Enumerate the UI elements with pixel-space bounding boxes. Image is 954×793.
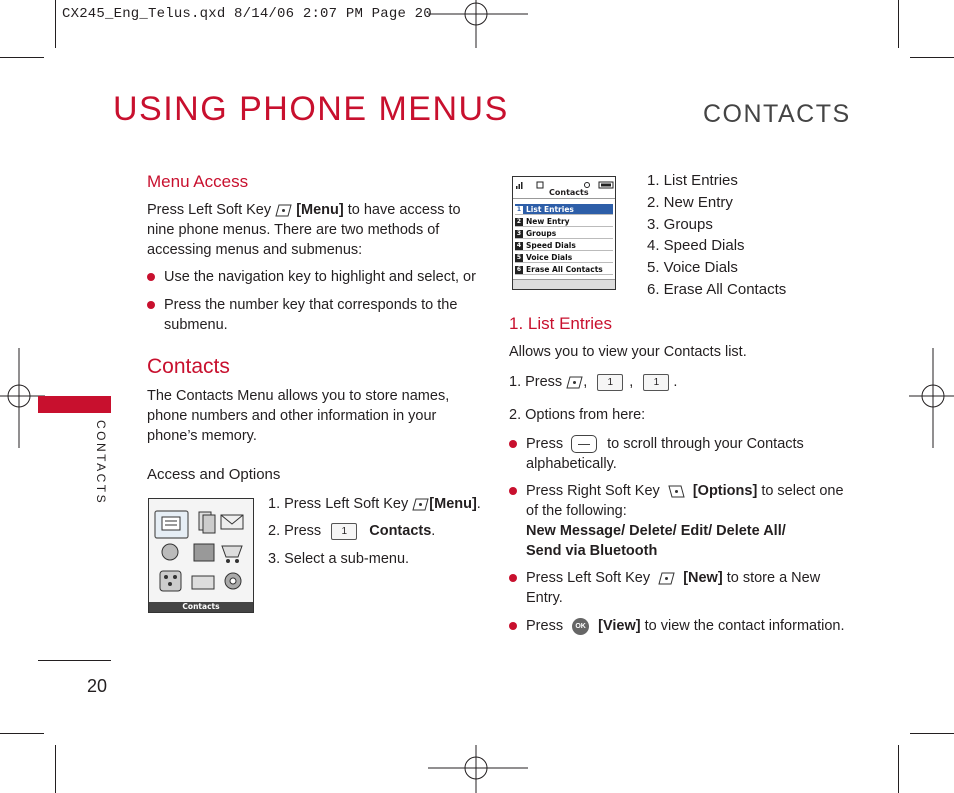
crop-mark: [0, 733, 44, 734]
step-text: .: [673, 374, 678, 390]
bullet-text: [509, 568, 839, 588]
bullet-text-part: Press: [526, 436, 564, 452]
bullet-text: [509, 481, 844, 501]
page-number-rule: [38, 660, 111, 661]
step-text: 1. Press: [509, 374, 563, 390]
screen-title: Contacts: [549, 188, 589, 197]
list-item: 3. Groups: [647, 215, 713, 233]
desc-line: The Contacts Menu allows you to store names,: [147, 388, 450, 404]
screen-menu-row: 5 Voice Dials: [515, 252, 613, 263]
bullet-text: alphabetically.: [526, 456, 617, 472]
contacts-label: Contacts: [369, 523, 432, 539]
screen-row-label: New Entry: [526, 217, 570, 226]
screen-menu-row: 1 List Entries: [515, 204, 613, 215]
list-item: 2. New Entry: [647, 193, 733, 211]
bullet-icon: [147, 273, 155, 281]
crop-mark: [898, 0, 899, 48]
bullet-icon: [509, 440, 517, 448]
menu-access-intro: [147, 200, 477, 260]
list-item: [509, 481, 844, 561]
crop-mark: [910, 733, 954, 734]
screen-row-label: Groups: [526, 229, 557, 238]
screen-status-bar: [513, 177, 615, 186]
crop-mark: [898, 745, 899, 793]
ok-key-icon: OK: [572, 618, 589, 635]
section-title: CONTACTS: [703, 100, 851, 128]
menu-access-heading: Menu Access: [147, 172, 249, 191]
navigation-key-icon: [571, 435, 597, 453]
bullet-text: New Message/ Delete/ Edit/ Delete All/: [526, 523, 786, 539]
screen-row-label: Voice Dials: [526, 253, 573, 262]
list-item: 1. List Entries: [647, 172, 738, 189]
bullet-icon: [147, 301, 155, 309]
list-item: 5. Voice Dials: [647, 259, 738, 277]
screen-caption: Contacts: [182, 602, 220, 611]
view-key-label: [View]: [598, 618, 641, 634]
list-item: [147, 267, 477, 287]
intro-text: Press Left Soft Key: [147, 202, 272, 218]
screen-menu-row: 3 Groups: [515, 228, 613, 239]
menu-grid-icons: [149, 499, 254, 603]
bullet-icon: [509, 487, 517, 495]
new-key-label: [New]: [683, 570, 723, 586]
step-text: 2. Press: [268, 523, 322, 539]
number-key-1-icon: 1: [643, 374, 669, 391]
contacts-heading: Contacts: [147, 355, 230, 378]
bullet-text-part: Press Left Soft Key: [526, 570, 651, 586]
intro-text: to have access to: [347, 202, 461, 218]
list-item: 4. Speed Dials: [647, 237, 745, 255]
step-text: .: [476, 496, 481, 512]
menu-key-label: [Menu]: [296, 202, 344, 218]
access-options-heading: Access and Options: [147, 466, 281, 483]
bullet-text-part: Press Right Soft Key: [526, 483, 660, 499]
bullet-text: Press the number key that corresponds to the: [164, 297, 458, 313]
right-soft-key-icon: [668, 485, 685, 498]
list-entries-description: Allows you to view your Contacts list.: [509, 344, 747, 360]
screen-row-label: List Entries: [526, 205, 574, 214]
left-soft-key-icon: [566, 376, 583, 389]
bullet-text: [509, 434, 839, 454]
bullet-text-part: to view the contact information.: [644, 618, 845, 634]
access-step-2: [268, 521, 435, 541]
screen-title-bar: [513, 187, 615, 199]
list-item: [509, 616, 849, 636]
bullet-text-part: to store a New: [726, 570, 821, 586]
list-entries-step-2: 2. Options from here:: [509, 407, 646, 423]
number-key-1-icon: 1: [597, 374, 623, 391]
registration-mark-right: [909, 348, 954, 448]
bullet-text: Send via Bluetooth: [526, 543, 658, 559]
access-step-1: [268, 494, 481, 514]
bullet-text-part: to scroll through your Contacts: [607, 436, 804, 452]
print-slug: CX245_Eng_Telus.qxd 8/14/06 2:07 PM Page 20: [62, 6, 432, 22]
list-item: 6. Erase All Contacts: [647, 280, 787, 298]
screen-menu-row: 2 New Entry: [515, 216, 613, 227]
contacts-submenu-screen: [512, 176, 616, 290]
crop-mark: [55, 0, 56, 48]
registration-mark-top: [428, 0, 528, 50]
bullet-text-part: Press: [526, 618, 564, 634]
bullet-text: submenu.: [164, 317, 228, 333]
crop-mark: [55, 745, 56, 793]
intro-text: accessing menus and submenus:: [147, 242, 363, 258]
list-item: [509, 434, 839, 474]
intro-text: nine phone menus. There are two methods of: [147, 222, 440, 238]
desc-line: phone numbers and other information in your: [147, 408, 437, 424]
step-text: .: [431, 523, 436, 539]
crop-mark: [910, 57, 954, 58]
left-soft-key-icon: [275, 204, 292, 217]
left-soft-key-icon: [658, 572, 675, 585]
bullet-icon: [509, 574, 517, 582]
screen-menu-row: 4 Speed Dials: [515, 240, 613, 251]
options-key-label: [Options]: [692, 483, 758, 499]
left-soft-key-icon: [412, 498, 429, 511]
list-item: [147, 295, 477, 335]
registration-mark-bottom: [428, 745, 528, 793]
page-title: USING PHONE MENUS: [113, 90, 509, 128]
side-section-label: CONTACTS: [94, 420, 108, 506]
menu-key-label: [Menu]: [429, 496, 477, 512]
desc-line: phone’s memory.: [147, 428, 257, 444]
bullet-text: Use the navigation key to highlight and select, or: [164, 269, 476, 285]
bullet-text-part: to select one: [761, 483, 844, 499]
contacts-description: [147, 386, 477, 446]
step-text: 1. Press Left Soft Key: [268, 496, 409, 512]
bullet-text: [509, 616, 849, 636]
bullet-text: of the following:: [526, 503, 627, 519]
screen-row-label: Erase All Contacts: [526, 265, 603, 274]
page-number: 20: [87, 676, 108, 696]
step-text: ,: [583, 374, 588, 390]
bullet-text: Entry.: [526, 590, 563, 606]
list-entries-heading: 1. List Entries: [509, 314, 612, 333]
phone-menu-screen: [148, 498, 254, 613]
bullet-icon: [509, 622, 517, 630]
list-item: [509, 568, 839, 608]
screen-menu-row: 6 Erase All Contacts: [515, 264, 613, 275]
screen-row-label: Speed Dials: [526, 241, 576, 250]
crop-mark: [0, 57, 44, 58]
list-entries-step-1: [509, 372, 677, 392]
section-tab: [38, 396, 111, 413]
access-step-3: 3. Select a sub-menu.: [268, 551, 410, 567]
screen-bottom-bar: [513, 279, 615, 289]
step-text: ,: [629, 374, 634, 390]
number-key-1-icon: 1: [331, 523, 357, 540]
submenu-list: [647, 170, 786, 301]
screen-softkey-bar: [149, 602, 253, 612]
